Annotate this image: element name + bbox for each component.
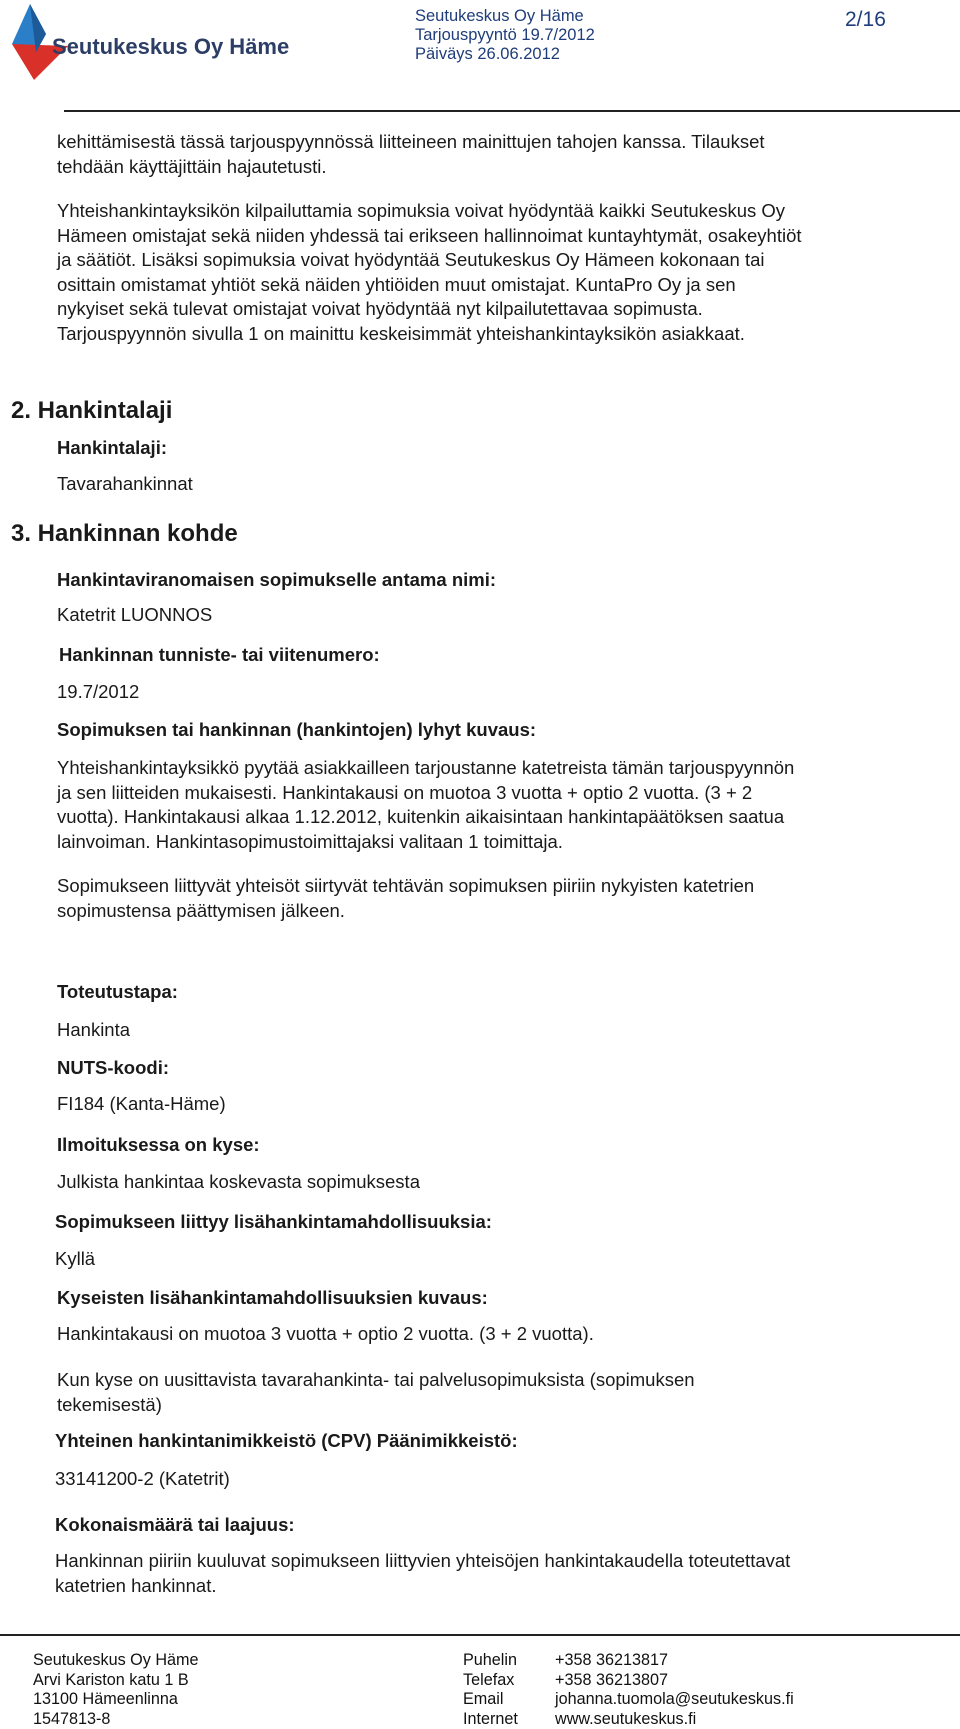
text-line: lainvoiman. Hankintasopimustoimittajaksi valitaan 1 toimittaja.	[57, 830, 794, 855]
text-line: Hankinnan piiriin kuuluvat sopimukseen liittyvien yhteisöjen hankintakaudella toteutettavat	[55, 1549, 790, 1574]
header-request: Tarjouspyyntö 19.7/2012	[415, 26, 595, 45]
footer-contact-labels	[463, 1651, 518, 1729]
footer-business-id: 1547813-8	[33, 1710, 199, 1729]
text-line: sopimustensa päättymisen jälkeen.	[57, 899, 754, 924]
nuts-code-value: FI184 (Kanta-Häme)	[57, 1093, 226, 1115]
text-line: kehittämisestä tässä tarjouspyynnössä liitteineen mainittujen tahojen kanssa. Tilaukset	[57, 130, 765, 155]
total-scope-paragraph	[55, 1549, 790, 1598]
text-line: Sopimukseen liittyvät yhteisöt siirtyvät tehtävän sopimuksen piiriin nykyisten katetrien	[57, 874, 754, 899]
short-description-paragraph-2	[57, 874, 754, 923]
footer-city: 13100 Hämeenlinna	[33, 1690, 199, 1710]
footer-email-link[interactable]: johanna.tuomola@seutukeskus.fi	[555, 1690, 794, 1710]
intro-paragraph-2	[57, 199, 802, 346]
short-description-label: Sopimuksen tai hankinnan (hankintojen) lyhyt kuvaus:	[57, 719, 536, 741]
footer-phone-label: Puhelin	[463, 1651, 518, 1671]
cpv-value: 33141200-2 (Katetrit)	[55, 1468, 230, 1490]
text-line: ja säätiöt. Lisäksi sopimuksia voivat hyödyntää Seutukeskus Oy Hämeen kokonaan tai	[57, 248, 802, 273]
header-date: Päiväys 26.06.2012	[415, 45, 595, 64]
total-scope-label: Kokonaismäärä tai laajuus:	[55, 1514, 295, 1536]
renewal-paragraph	[57, 1368, 695, 1417]
intro-paragraph-1	[57, 130, 765, 179]
logo	[8, 4, 278, 84]
procurement-type-label: Hankintalaji:	[57, 437, 167, 459]
reference-number-value: 19.7/2012	[57, 681, 139, 703]
additional-description-label: Kyseisten lisähankintamahdollisuuksien kuvaus:	[57, 1287, 488, 1309]
text-line: ja sen liitteiden mukaisesti. Hankintakausi on muotoa 3 vuotta + optio 2 vuotta. (3 + 2	[57, 781, 794, 806]
section-3-heading: 3. Hankinnan kohde	[11, 520, 238, 548]
footer-company: Seutukeskus Oy Häme	[33, 1651, 199, 1671]
implementation-value: Hankinta	[57, 1019, 130, 1041]
contract-name-label: Hankintaviranomaisen sopimukselle antama nimi:	[57, 569, 496, 591]
logo-text: Seutukeskus Oy Häme	[52, 34, 289, 60]
additional-procurement-label: Sopimukseen liittyy lisähankintamahdollisuuksia:	[55, 1211, 492, 1233]
cpv-label: Yhteinen hankintanimikkeistö (CPV) Päänimikkeistö:	[55, 1430, 518, 1452]
short-description-paragraph-1	[57, 756, 794, 854]
header-divider	[64, 110, 960, 112]
section-2-heading: 2. Hankintalaji	[11, 397, 172, 425]
footer-web-link[interactable]: www.seutukeskus.fi	[555, 1710, 794, 1729]
footer-contact-values	[555, 1651, 794, 1729]
additional-procurement-value: Kyllä	[55, 1248, 95, 1270]
contract-name-value: Katetrit LUONNOS	[57, 604, 212, 626]
text-line: katetrien hankinnat.	[55, 1574, 790, 1599]
footer-web-label: Internet	[463, 1710, 518, 1729]
nuts-code-label: NUTS-koodi:	[57, 1057, 169, 1079]
footer-email-label: Email	[463, 1690, 518, 1710]
footer-fax: +358 36213807	[555, 1671, 794, 1691]
text-line: Hämeen omistajat sekä niiden yhdessä tai erikseen hallinnoimat kuntayhtymät, osakeyhtiöt	[57, 224, 802, 249]
footer-address	[33, 1651, 199, 1729]
text-line: nykyiset sekä tulevat omistajat voivat hyödyntää nyt kilpailutettavaa sopimusta.	[57, 297, 802, 322]
implementation-label: Toteutustapa:	[57, 981, 178, 1003]
footer-phone: +358 36213817	[555, 1651, 794, 1671]
footer-street: Arvi Kariston katu 1 B	[33, 1671, 199, 1691]
header-org: Seutukeskus Oy Häme	[415, 7, 595, 26]
text-line: Tarjouspyynnön sivulla 1 on mainittu keskeisimmät yhteishankintayksikön asiakkaat.	[57, 322, 802, 347]
procurement-type-value: Tavarahankinnat	[57, 473, 193, 495]
reference-number-label: Hankinnan tunniste- tai viitenumero:	[59, 644, 380, 666]
text-line: Yhteishankintayksikön kilpailuttamia sopimuksia voivat hyödyntää kaikki Seutukeskus Oy	[57, 199, 802, 224]
text-line: Kun kyse on uusittavista tavarahankinta- tai palvelusopimuksista (sopimuksen	[57, 1368, 695, 1393]
notice-type-label: Ilmoituksessa on kyse:	[57, 1134, 260, 1156]
text-line: osittain omistamat yhtiöt sekä näiden yhtiöiden muut omistajat. KuntaPro Oy ja sen	[57, 273, 802, 298]
text-line: vuotta). Hankintakausi alkaa 1.12.2012, kuitenkin aikaisintaan hankintapäätöksen saatua	[57, 805, 794, 830]
text-line: tekemisestä)	[57, 1393, 695, 1418]
text-line: Yhteishankintayksikkö pyytää asiakkailleen tarjoustanne katetreista tämän tarjouspyynnön	[57, 756, 794, 781]
notice-type-value: Julkista hankintaa koskevasta sopimuksesta	[57, 1171, 420, 1193]
text-line: tehdään käyttäjittäin hajautetusti.	[57, 155, 765, 180]
page-number: 2/16	[845, 8, 886, 32]
footer-fax-label: Telefax	[463, 1671, 518, 1691]
footer-divider	[0, 1634, 960, 1636]
additional-description-value: Hankintakausi on muotoa 3 vuotta + optio 2 vuotta. (3 + 2 vuotta).	[57, 1323, 594, 1345]
